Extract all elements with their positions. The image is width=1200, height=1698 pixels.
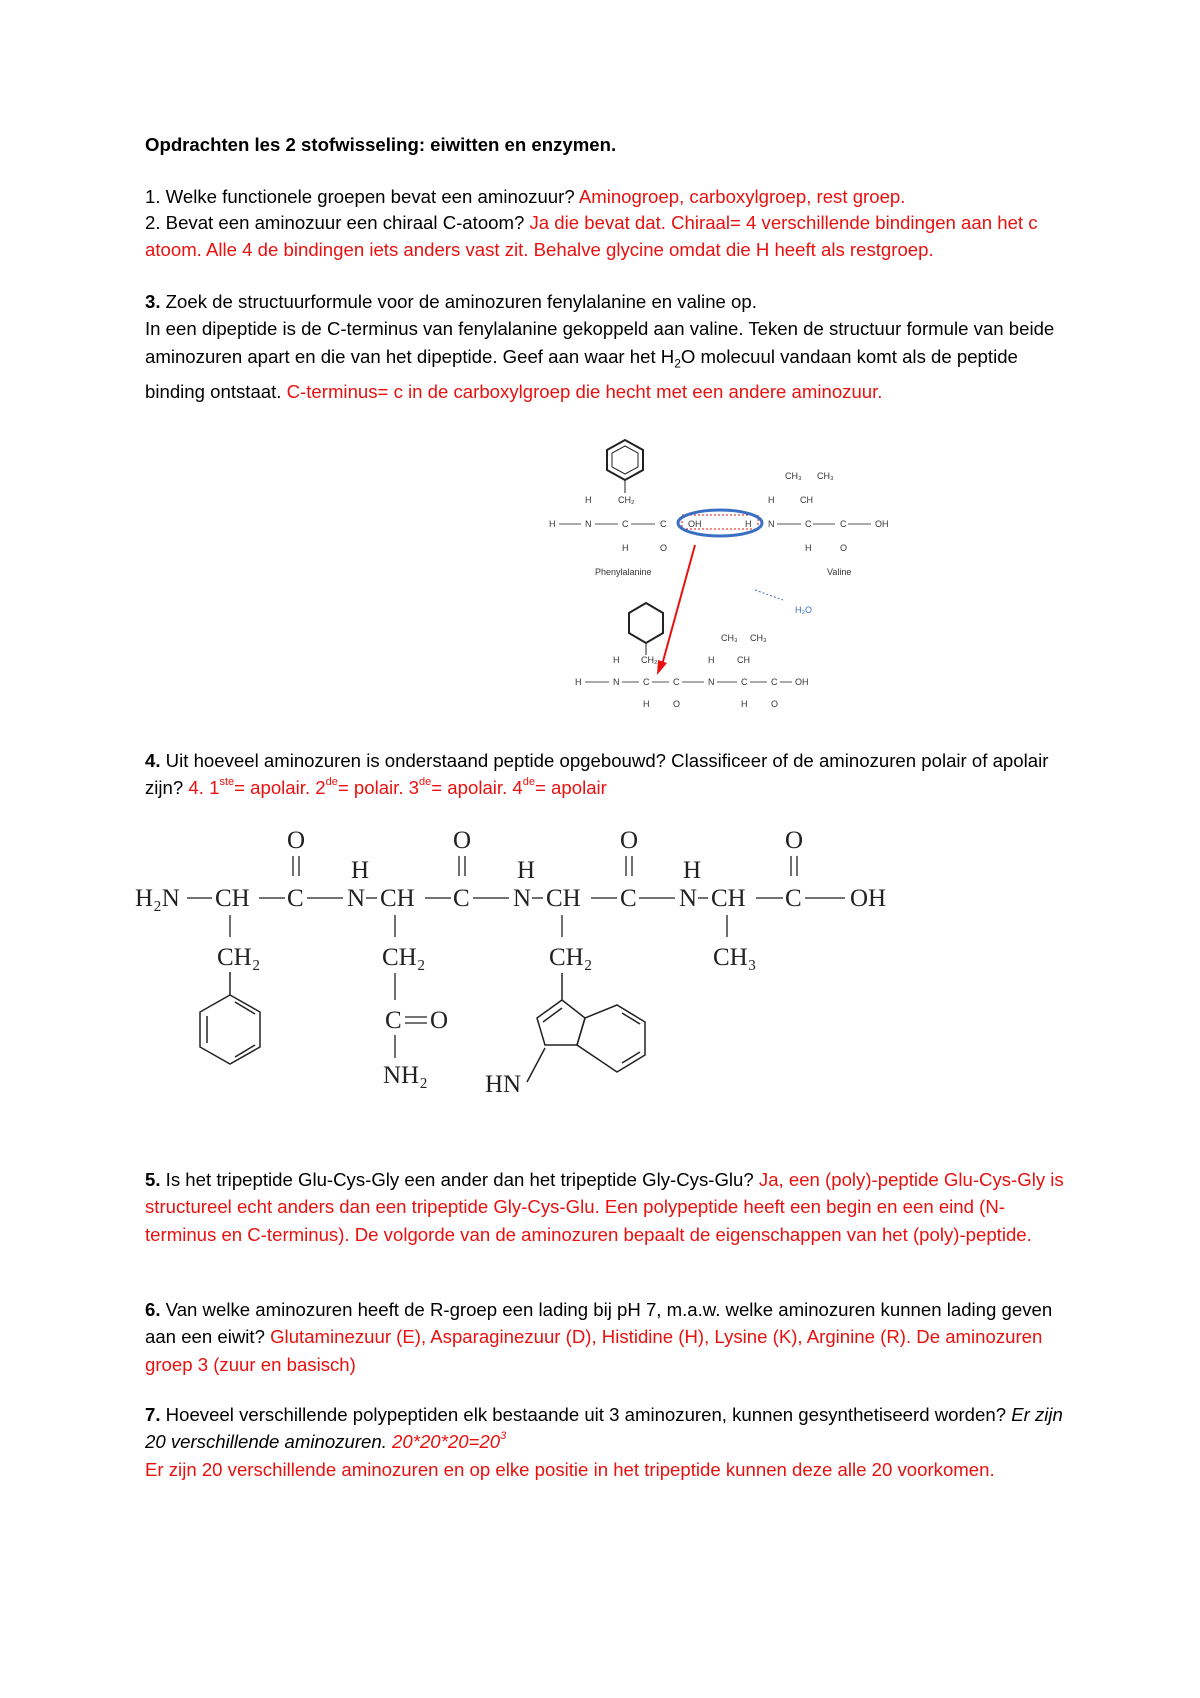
question-6 — [145, 1296, 1075, 1378]
atom-C: C — [660, 519, 667, 529]
answer-text: Glutaminezuur (E), Asparaginezuur (D), Histidine (H), Lysine (K), Arginine (R). De aminozuren groep 3 (zuur en basisch) — [145, 1326, 1043, 1375]
label-h2o: H₂O — [795, 605, 812, 615]
atom-CH: CH — [215, 885, 250, 912]
atom-H: H — [575, 677, 582, 687]
question-number: 3. — [145, 291, 161, 312]
question-text: Welke functionele groepen bevat een aminozuur? — [160, 186, 579, 207]
atom-O: O — [785, 827, 804, 854]
atom-H: H — [585, 495, 592, 505]
atom-O: O — [430, 1007, 449, 1034]
atom-C: C — [805, 519, 812, 529]
atom-N: N — [613, 677, 620, 687]
atom-C: C — [453, 885, 470, 912]
question-number: 5. — [145, 1169, 161, 1190]
atom-N: N — [347, 885, 366, 912]
atom-H: H — [741, 699, 748, 709]
atom-CH: CH — [800, 495, 813, 505]
label-phenylalanine: Phenylalanine — [595, 567, 652, 577]
atom-O: O — [840, 543, 848, 553]
atom-H: H — [708, 655, 715, 665]
atom-NH2: NH₂ — [383, 1062, 428, 1089]
answer-text: 4. 1ste= apolair. 2de= polair. 3de= apolair. 4de= apolair — [188, 776, 607, 799]
question-text: Hoeveel verschillende polypeptiden elk bestaande uit 3 aminozuren, kunnen gesynthetiseerd worden? — [160, 1404, 1012, 1425]
atom-CH2: CH₂ — [217, 944, 261, 971]
answer-text: Ja, een (poly)-peptide Glu-Cys-Gly is structureel echt anders dan een tripeptide Gly-Cys-Glu. Een polypeptide heeft een begin en een eind (N-terminus en C-terminus). De volgorde van de aminozuren bepaalt de eigenschappen van het (poly)-peptide. — [145, 1169, 1064, 1245]
atom-CH3: CH₃ — [785, 471, 802, 481]
atom-H: H — [549, 519, 556, 529]
question-number: 2. — [145, 212, 161, 233]
atom-H: H — [643, 699, 650, 709]
atom-CH: CH — [380, 885, 415, 912]
atom-C: C — [622, 519, 629, 529]
question-2 — [145, 209, 1075, 264]
atom-O: O — [287, 827, 306, 854]
atom-C: C — [673, 677, 680, 687]
atom-C: C — [385, 1007, 402, 1034]
atom-CH2: CH₂ — [549, 944, 593, 971]
atom-CH2: CH₂ — [641, 655, 658, 665]
atom-CH2: CH₂ — [382, 944, 426, 971]
question-body: In een dipeptide is de C-terminus van fenylalanine gekoppeld aan valine. Teken de structuur formule van beide aminozuren apart en die van het dipeptide. Geef aan waar het H — [145, 318, 1055, 367]
question-7 — [145, 1401, 1075, 1483]
atom-C: C — [741, 677, 748, 687]
question-number: 4. — [145, 750, 161, 771]
question-number: 6. — [145, 1299, 161, 1320]
atom-H: H — [517, 857, 536, 884]
atom-O: O — [620, 827, 639, 854]
atom-N: N — [708, 677, 715, 687]
answer-text: Ja die bevat dat. Chiraal= 4 verschillende bindingen aan het c atoom. Alle 4 de bindingen iets anders vast zit. Behalve glycine omdat die H heeft als restgroep. — [145, 212, 1038, 261]
atom-H: H — [683, 857, 702, 884]
atom-OH: OH — [795, 677, 809, 687]
atom-CH3: CH₃ — [721, 633, 738, 643]
atom-O: O — [771, 699, 779, 709]
atom-H2N: H₂N — [135, 885, 180, 912]
question-text: Bevat een aminozuur een chiraal C-atoom? — [160, 212, 530, 233]
atom-HN: HN — [485, 1071, 522, 1098]
dipeptide-diagram — [545, 435, 915, 735]
question-3 — [145, 288, 1075, 405]
question-text: Zoek de structuurformule voor de aminozuren fenylalanine en valine op. — [160, 291, 757, 312]
question-4 — [145, 747, 1075, 802]
atom-N: N — [513, 885, 532, 912]
atom-C: C — [840, 519, 847, 529]
atom-OH: OH — [688, 519, 702, 529]
atom-H: H — [768, 495, 775, 505]
subscript: 2 — [674, 356, 681, 371]
answer-text: Er zijn 20 verschillende aminozuren en op elke positie in het tripeptide kunnen deze alle 20 voorkomen. — [145, 1458, 995, 1480]
atom-H: H — [805, 543, 812, 553]
atom-N: N — [585, 519, 592, 529]
atom-CH3: CH₃ — [750, 633, 767, 643]
answer-text: C-terminus= c in de carboxylgroep die hecht met een andere aminozuur. — [286, 380, 883, 402]
atom-O: O — [453, 827, 472, 854]
atom-H: H — [351, 857, 370, 884]
question-text: Van welke aminozuren heeft de R-groep een lading bij pH 7, m.a.w. welke aminozuren kunnen lading geven aan een eiwit? — [145, 1299, 1053, 1348]
atom-CH: CH — [546, 885, 581, 912]
atom-C: C — [620, 885, 637, 912]
atom-C: C — [643, 677, 650, 687]
atom-H: H — [745, 519, 752, 529]
question-text: Uit hoeveel aminozuren is onderstaand peptide opgebouwd? Classificeer of de aminozuren polair of apolair zijn? — [145, 750, 1049, 799]
answer-text: Aminogroep, carboxylgroep, rest groep. — [578, 186, 906, 207]
question-5 — [145, 1166, 1075, 1248]
atom-O: O — [673, 699, 681, 709]
tetrapeptide-diagram — [135, 820, 905, 1100]
calc-exponent: 3 — [500, 1430, 507, 1443]
atom-N: N — [768, 519, 775, 529]
atom-CH: CH — [711, 885, 746, 912]
atom-H: H — [622, 543, 629, 553]
question-number: 1. — [145, 186, 161, 207]
atom-CH2: CH₂ — [618, 495, 635, 505]
atom-N: N — [679, 885, 698, 912]
question-1 — [145, 183, 1075, 210]
atom-H: H — [613, 655, 620, 665]
atom-OH: OH — [850, 885, 887, 912]
question-number: 7. — [145, 1404, 161, 1425]
question-text: Is het tripeptide Glu-Cys-Gly een ander dan het tripeptide Gly-Cys-Glu? — [160, 1169, 759, 1190]
atom-C: C — [287, 885, 304, 912]
italic-note: Er zijn 20 verschillende aminozuren. — [145, 1404, 1063, 1453]
page-title: Opdrachten les 2 stofwisseling: eiwitten en enzymen. — [145, 134, 617, 155]
atom-CH3: CH₃ — [817, 471, 834, 481]
atom-OH: OH — [875, 519, 889, 529]
atom-CH3: CH₃ — [713, 944, 757, 971]
atom-C: C — [771, 677, 778, 687]
label-valine: Valine — [827, 567, 852, 577]
atom-O: O — [660, 543, 668, 553]
atom-C: C — [785, 885, 802, 912]
question-body-cont: O molecuul vandaan komt als de peptide binding ontstaat. — [145, 345, 1018, 402]
calc: 20*20*20=20 — [392, 1431, 501, 1453]
atom-CH: CH — [737, 655, 750, 665]
